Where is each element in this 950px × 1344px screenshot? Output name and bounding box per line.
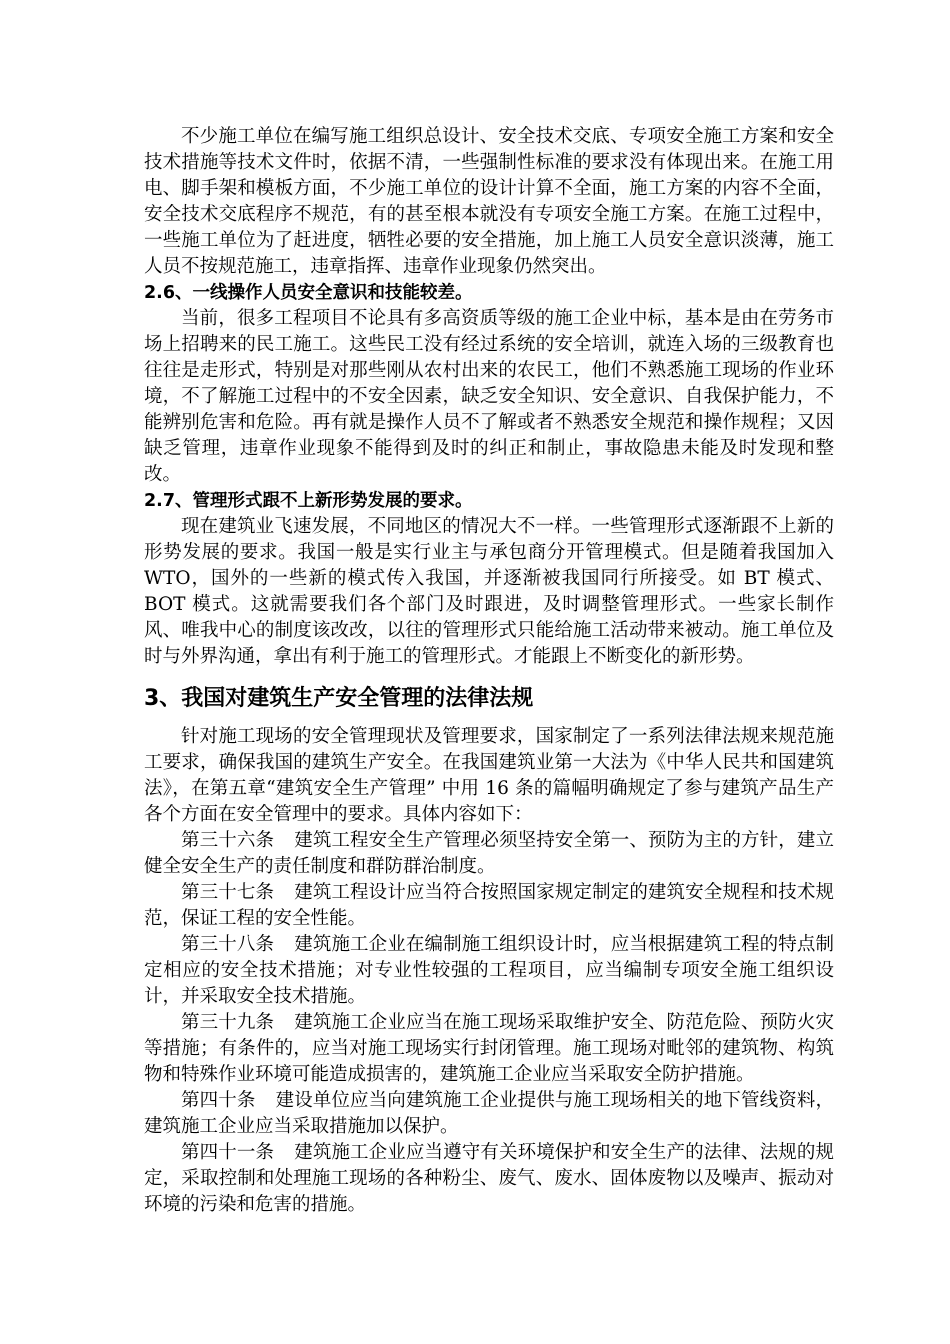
- article-text: 建筑工程安全生产管理必须坚持安全第一、预防为主的方针，建立健全安全生产的责任制度和群防群治制度。: [144, 830, 834, 877]
- article-number: 第四十一条: [181, 1142, 275, 1163]
- article-37: [144, 880, 834, 932]
- article-number: 第三十九条: [181, 1012, 275, 1033]
- heading-2-7: 2.7、管理形式跟不上新形势发展的要求。: [144, 491, 473, 511]
- article-number: 第四十条: [181, 1090, 256, 1111]
- document-body: [144, 124, 834, 1218]
- article-text: 建筑施工企业应当遵守有关环境保护和安全生产的法律、法规的规定，采取控制和处理施工现场的各种粉尘、废气、废水、固体废物以及噪声、振动对环境的污染和危害的措施。: [144, 1142, 834, 1215]
- article-text: 建筑施工企业应当在施工现场采取维护安全、防范危险、预防火灾等措施；有条件的，应当对施工现场实行封闭管理。施工现场对毗邻的建筑物、构筑物和特殊作业环境可能造成损害的，建筑施工企业应当采取安全防护措施。: [144, 1012, 834, 1085]
- article-number: 第三十八条: [181, 934, 275, 955]
- article-text: 建筑工程设计应当符合按照国家规定制定的建筑安全规程和技术规范，保证工程的安全性能。: [144, 882, 834, 929]
- article-38: [144, 932, 834, 1010]
- article-41: [144, 1140, 834, 1218]
- article-39: [144, 1010, 834, 1088]
- paragraph-2-6: 当前，很多工程项目不论具有多高资质等级的施工企业中标，基本是由在劳务市场上招聘来的民工施工。这些民工没有经过系统的安全培训，就连入场的三级教育也往往是走形式，特别是对那些刚从农村出来的农民工，他们不熟悉施工现场的作业环境，不了解施工过程中的不安全因素，缺乏安全知识、安全意识、自我保护能力，不能辨别危害和危险。再有就是操作人员不了解或者不熟悉安全规范和操作规程；又因缺乏管理，违章作业现象不能得到及时的纠正和制止，事故隐患未能及时发现和整改。: [144, 308, 834, 485]
- heading-3: 3、我国对建筑生产安全管理的法律法规: [144, 686, 534, 711]
- article-text: 建筑施工企业在编制施工组织设计时，应当根据建筑工程的特点制定相应的安全技术措施；对专业性较强的工程项目，应当编制专项安全施工组织设计，并采取安全技术措施。: [144, 934, 834, 1007]
- heading-2-6: 2.6、一线操作人员安全意识和技能较差。: [144, 283, 473, 303]
- paragraph-3-intro: 针对施工现场的安全管理现状及管理要求，国家制定了一系列法律法规来规范施工要求，确保我国的建筑生产安全。在我国建筑业第一大法为《中华人民共和国建筑法》，在第五章“建筑安全生产管理” 中用 16 条的篇幅明确规定了参与建筑产品生产各个方面在安全管理中的要求。具体内容如下：: [144, 726, 834, 825]
- article-text: 建设单位应当向建筑施工企业提供与施工现场相关的地下管线资料，建筑施工企业应当采取措施加以保护。: [144, 1090, 834, 1137]
- article-40: [144, 1088, 834, 1140]
- paragraph-construction-plans: 不少施工单位在编写施工组织总设计、安全技术交底、专项安全施工方案和安全技术措施等技术文件时，依据不清，一些强制性标准的要求没有体现出来。在施工用电、脚手架和模板方面，不少施工单位的设计计算不全面，施工方案的内容不全面，安全技术交底程序不规范，有的甚至根本就没有专项安全施工方案。在施工过程中，一些施工单位为了赶进度，牺牲必要的安全措施，加上施工人员安全意识淡薄，施工人员不按规范施工，违章指挥、违章作业现象仍然突出。: [144, 126, 834, 277]
- article-36: [144, 828, 834, 880]
- article-number: 第三十七条: [181, 882, 275, 903]
- article-number: 第三十六条: [181, 830, 275, 851]
- paragraph-2-7: 现在建筑业飞速发展，不同地区的情况大不一样。一些管理形式逐渐跟不上新的形势发展的要求。我国一般是实行业主与承包商分开管理模式。但是随着我国加入 WTO，国外的一些新的模式传入我国，并逐渐被我国同行所接受。如 BT 模式、BOT 模式。这就需要我们各个部门及时跟进，及时调整管理形式。一些家长制作风、唯我中心的制度该改改，以往的管理形式只能给施工活动带来被动。施工单位及时与外界沟通，拿出有利于施工的管理形式。才能跟上不断变化的新形势。: [144, 516, 834, 667]
